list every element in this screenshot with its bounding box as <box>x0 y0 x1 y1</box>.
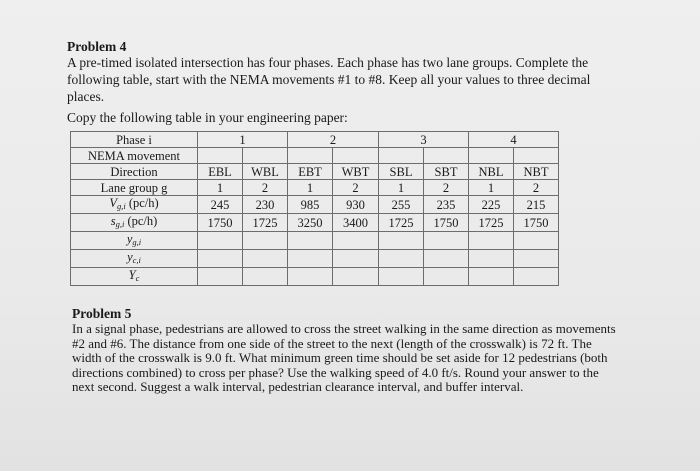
label-sum-critical: $Y_c$ <box>71 268 198 286</box>
cell-empty <box>198 250 243 268</box>
volume-cell: 235 <box>424 196 469 214</box>
cell-empty <box>424 268 469 286</box>
volume-cell: 225 <box>469 196 514 214</box>
saturation-cell: 1750 <box>514 214 559 232</box>
problem-5-text: In a signal phase, pedestrians are allowed to cross the street walking in the same direction as movements #2 and #6. The distance from one side of the street to the next (length of the crosswalk) is 72 ft. The width of the crosswalk is 9.0 ft. What minimum green time should be set aside for 12 pedestrians (both directions combined) to cross per phase? Use the walking speed of 4.0 ft/s. Round your answer to the next second. Suggest a walk interval, pedestrian clearance interval, and buffer interval. <box>72 321 616 394</box>
cell-empty <box>424 250 469 268</box>
cell-empty <box>379 232 424 250</box>
volume-cell: 230 <box>243 196 288 214</box>
cell-empty <box>243 268 288 286</box>
cell-empty <box>333 148 379 164</box>
direction-cell: WBL <box>243 164 288 180</box>
volume-cell: 255 <box>379 196 424 214</box>
problem-5-title: Problem 5 <box>72 306 132 321</box>
lane-group-cell: 2 <box>514 180 559 196</box>
saturation-cell: 1750 <box>424 214 469 232</box>
label-saturation-unit: (pc/h) <box>127 214 158 228</box>
direction-cell: SBL <box>379 164 424 180</box>
cell-empty <box>514 268 559 286</box>
label-critical-ratio: $y_{c,i}$ <box>71 250 198 268</box>
cell-empty <box>379 250 424 268</box>
volume-cell: 215 <box>514 196 559 214</box>
problem-4-title: Problem 4 <box>67 39 127 54</box>
cell-empty <box>198 148 243 164</box>
cell-empty <box>333 268 379 286</box>
row-flow-ratio <box>71 232 559 250</box>
label-phase: Phase i <box>71 132 198 148</box>
row-saturation <box>71 214 559 232</box>
direction-cell: EBT <box>288 164 333 180</box>
phase-1: 1 <box>198 132 288 148</box>
lane-group-cell: 1 <box>379 180 424 196</box>
saturation-cell: 3250 <box>288 214 333 232</box>
copy-instruction: Copy the following table in your engineering paper: <box>67 110 348 125</box>
saturation-cell: 3400 <box>333 214 379 232</box>
volume-cell: 985 <box>288 196 333 214</box>
cell-empty <box>198 232 243 250</box>
row-phase <box>71 132 559 148</box>
row-critical-ratio <box>71 250 559 268</box>
label-lane-group: Lane group g <box>71 180 198 196</box>
cell-empty <box>379 148 424 164</box>
lane-group-cell: 1 <box>288 180 333 196</box>
phase-2: 2 <box>288 132 379 148</box>
cell-empty <box>333 232 379 250</box>
cell-empty <box>333 250 379 268</box>
cell-empty <box>469 268 514 286</box>
direction-cell: WBT <box>333 164 379 180</box>
cell-empty <box>379 268 424 286</box>
cell-empty <box>514 148 559 164</box>
row-volume <box>71 196 559 214</box>
lane-group-cell: 1 <box>469 180 514 196</box>
row-direction <box>71 164 559 180</box>
label-nema: NEMA movement <box>71 148 198 164</box>
volume-cell: 930 <box>333 196 379 214</box>
cell-empty <box>243 232 288 250</box>
cell-empty <box>243 250 288 268</box>
cell-empty <box>288 268 333 286</box>
cell-empty <box>424 232 469 250</box>
label-volume: $V_{g,i}$ (pc/h) <box>71 196 198 214</box>
phase-4: 4 <box>469 132 559 148</box>
cell-empty <box>198 268 243 286</box>
direction-cell: NBL <box>469 164 514 180</box>
row-lane-group <box>71 180 559 196</box>
cell-empty <box>288 232 333 250</box>
cell-empty <box>469 250 514 268</box>
lane-group-cell: 2 <box>243 180 288 196</box>
cell-empty <box>424 148 469 164</box>
label-volume-unit: (pc/h) <box>128 196 159 210</box>
intersection-table <box>70 131 559 286</box>
lane-group-cell: 2 <box>333 180 379 196</box>
saturation-cell: 1750 <box>198 214 243 232</box>
lane-group-cell: 1 <box>198 180 243 196</box>
cell-empty <box>288 250 333 268</box>
volume-cell: 245 <box>198 196 243 214</box>
cell-empty <box>469 232 514 250</box>
label-saturation: $s_{g,i}$ (pc/h) <box>71 214 198 232</box>
row-nema <box>71 148 559 164</box>
saturation-cell: 1725 <box>243 214 288 232</box>
label-direction: Direction <box>71 164 198 180</box>
cell-empty <box>469 148 514 164</box>
label-flow-ratio: $y_{g,i}$ <box>71 232 198 250</box>
row-sum-critical <box>71 268 559 286</box>
cell-empty <box>243 148 288 164</box>
direction-cell: NBT <box>514 164 559 180</box>
cell-empty <box>514 250 559 268</box>
cell-empty <box>514 232 559 250</box>
problem-4-text: A pre-timed isolated intersection has four phases. Each phase has two lane groups. Complete the following table, start with the NEMA movements #1 to #8. Keep all your values to three decimal places. <box>67 55 591 104</box>
cell-empty <box>288 148 333 164</box>
phase-3: 3 <box>379 132 469 148</box>
saturation-cell: 1725 <box>379 214 424 232</box>
direction-cell: EBL <box>198 164 243 180</box>
saturation-cell: 1725 <box>469 214 514 232</box>
lane-group-cell: 2 <box>424 180 469 196</box>
direction-cell: SBT <box>424 164 469 180</box>
